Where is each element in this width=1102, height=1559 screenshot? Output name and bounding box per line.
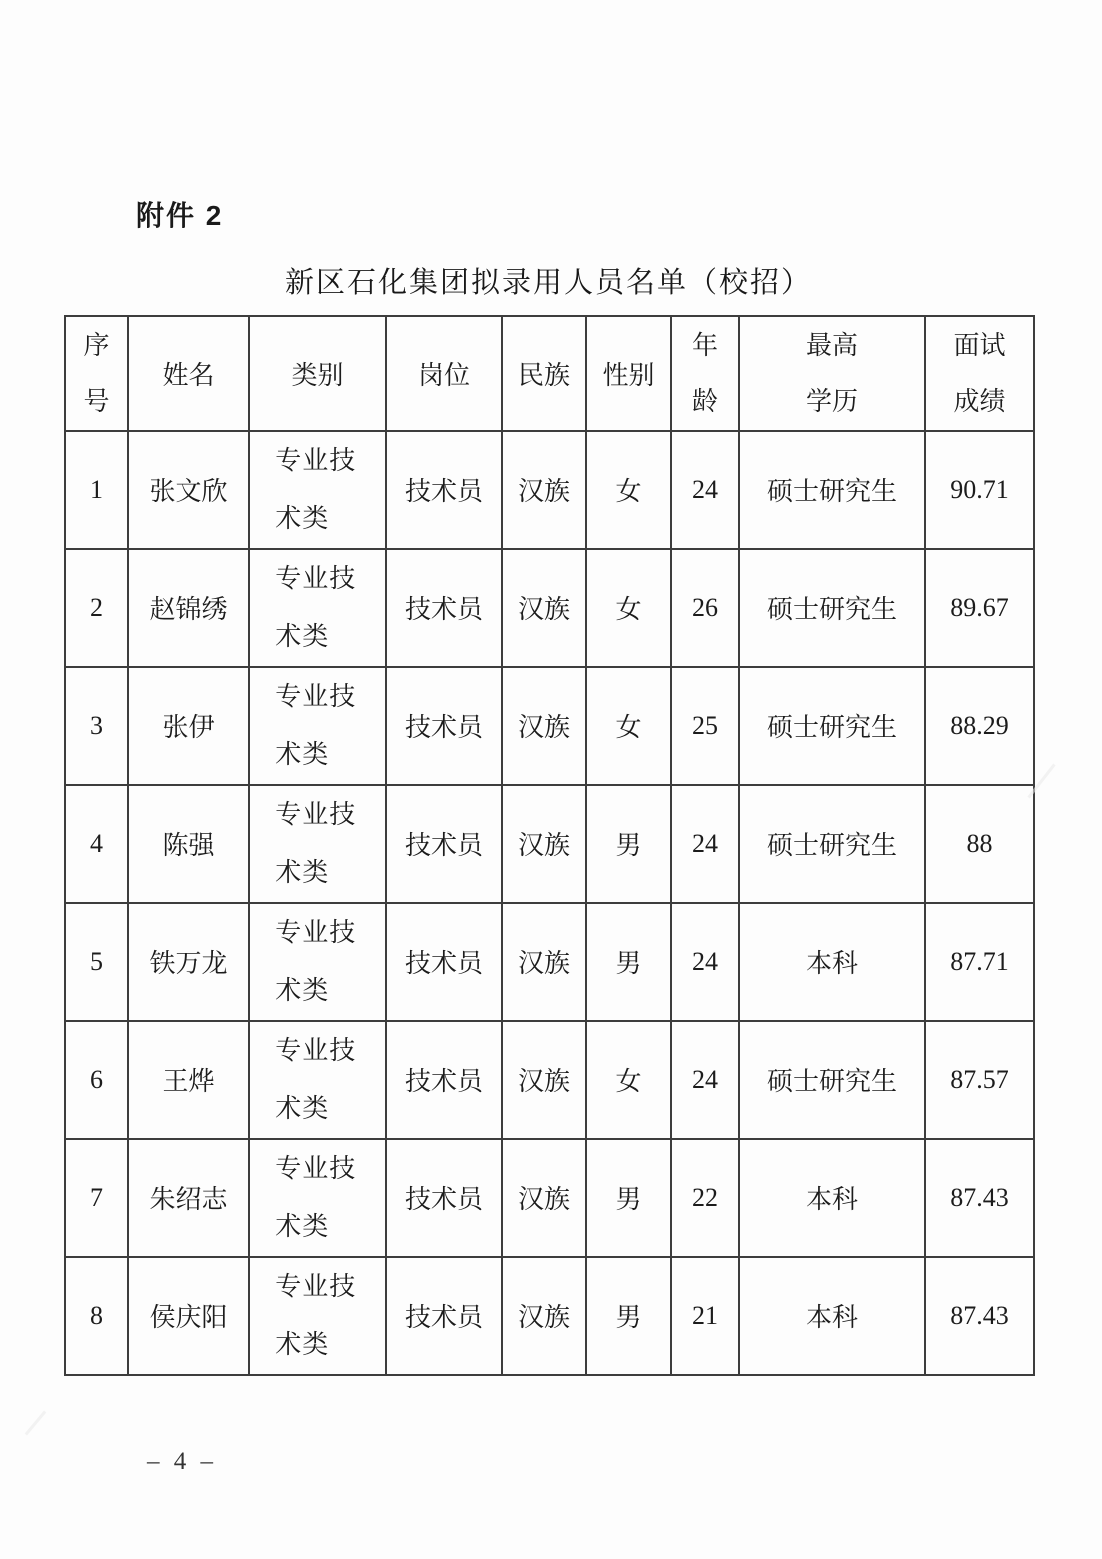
cell-position: 技术员 (386, 1021, 502, 1139)
cell-ethnicity: 汉族 (502, 785, 586, 903)
cell-category-label: 专业技术类 (275, 563, 357, 651)
cell-age: 26 (671, 549, 739, 667)
cell-age: 24 (671, 1021, 739, 1139)
table-row (65, 1021, 1034, 1139)
cell-position: 技术员 (386, 903, 502, 1021)
cell-category-label: 专业技术类 (275, 917, 357, 1005)
table-row (65, 431, 1034, 549)
cell-score: 87.71 (925, 903, 1034, 1021)
cell-gender: 女 (586, 549, 671, 667)
cell-gender: 女 (586, 1021, 671, 1139)
cell-index: 8 (65, 1257, 128, 1375)
cell-category (249, 1021, 386, 1139)
cell-education: 硕士研究生 (739, 431, 925, 549)
cell-score: 88 (925, 785, 1034, 903)
cell-education: 本科 (739, 903, 925, 1021)
cell-education: 硕士研究生 (739, 549, 925, 667)
cell-name: 铁万龙 (128, 903, 249, 1021)
table-row (65, 549, 1034, 667)
cell-position: 技术员 (386, 1139, 502, 1257)
cell-gender: 女 (586, 431, 671, 549)
cell-ethnicity: 汉族 (502, 549, 586, 667)
cell-age: 24 (671, 431, 739, 549)
table-row (65, 1139, 1034, 1257)
table-row (65, 667, 1034, 785)
cell-index: 7 (65, 1139, 128, 1257)
cell-ethnicity: 汉族 (502, 667, 586, 785)
cell-gender: 男 (586, 903, 671, 1021)
cell-position: 技术员 (386, 667, 502, 785)
cell-score: 90.71 (925, 431, 1034, 549)
cell-category-label: 专业技术类 (275, 1271, 357, 1359)
cell-name: 张文欣 (128, 431, 249, 549)
cell-category (249, 1257, 386, 1375)
cell-ethnicity: 汉族 (502, 1021, 586, 1139)
cell-name: 王烨 (128, 1021, 249, 1139)
cell-position: 技术员 (386, 549, 502, 667)
cell-index: 3 (65, 667, 128, 785)
cell-education: 硕士研究生 (739, 785, 925, 903)
header-name: 姓名 (128, 316, 249, 431)
cell-category (249, 1139, 386, 1257)
cell-education: 本科 (739, 1257, 925, 1375)
cell-ethnicity: 汉族 (502, 431, 586, 549)
header-education (739, 316, 925, 431)
header-age-label: 年龄 (691, 331, 718, 416)
cell-ethnicity: 汉族 (502, 903, 586, 1021)
cell-category (249, 431, 386, 549)
cell-category-label: 专业技术类 (275, 799, 357, 887)
cell-name: 朱绍志 (128, 1139, 249, 1257)
cell-gender: 女 (586, 667, 671, 785)
cell-category (249, 549, 386, 667)
cell-category (249, 667, 386, 785)
cell-age: 22 (671, 1139, 739, 1257)
header-score-label: 面试成绩 (953, 331, 1006, 416)
cell-category-label: 专业技术类 (275, 1153, 357, 1241)
cell-name: 赵锦绣 (128, 549, 249, 667)
cell-education: 硕士研究生 (739, 667, 925, 785)
cell-index: 5 (65, 903, 128, 1021)
cell-category-label: 专业技术类 (275, 1035, 357, 1123)
cell-score: 87.43 (925, 1139, 1034, 1257)
cell-name: 陈强 (128, 785, 249, 903)
cell-position: 技术员 (386, 1257, 502, 1375)
header-position: 岗位 (386, 316, 502, 431)
header-ethnicity: 民族 (502, 316, 586, 431)
page-number: – 4 – (147, 1448, 217, 1475)
header-score (925, 316, 1034, 431)
cell-category-label: 专业技术类 (275, 446, 357, 533)
cell-gender: 男 (586, 1139, 671, 1257)
cell-name: 张伊 (128, 667, 249, 785)
cell-education: 本科 (739, 1139, 925, 1257)
cell-age: 21 (671, 1257, 739, 1375)
cell-gender: 男 (586, 785, 671, 903)
cell-ethnicity: 汉族 (502, 1257, 586, 1375)
cell-position: 技术员 (386, 431, 502, 549)
header-index-label: 序号 (83, 331, 110, 416)
attachment-label: 附件 2 (136, 200, 224, 231)
cell-score: 87.43 (925, 1257, 1034, 1375)
cell-ethnicity: 汉族 (502, 1139, 586, 1257)
cell-score: 87.57 (925, 1021, 1034, 1139)
cell-gender: 男 (586, 1257, 671, 1375)
cell-index: 6 (65, 1021, 128, 1139)
cell-score: 88.29 (925, 667, 1034, 785)
cell-age: 24 (671, 785, 739, 903)
cell-category (249, 785, 386, 903)
cell-category-label: 专业技术类 (275, 681, 357, 769)
cell-age: 25 (671, 667, 739, 785)
cell-index: 1 (65, 431, 128, 549)
header-age (671, 316, 739, 431)
cell-position: 技术员 (386, 785, 502, 903)
cell-name: 侯庆阳 (128, 1257, 249, 1375)
cell-category (249, 903, 386, 1021)
table-row (65, 785, 1034, 903)
candidate-table (64, 315, 1035, 1376)
header-education-label: 最高学历 (805, 331, 858, 416)
header-category: 类别 (249, 316, 386, 431)
scan-artifact (25, 1411, 47, 1436)
header-index (65, 316, 128, 431)
cell-age: 24 (671, 903, 739, 1021)
document-title: 新区石化集团拟录用人员名单（校招） (284, 267, 812, 299)
header-gender: 性别 (586, 316, 671, 431)
table-row (65, 903, 1034, 1021)
table-header-row (65, 316, 1034, 431)
cell-index: 4 (65, 785, 128, 903)
table-row (65, 1257, 1034, 1375)
cell-score: 89.67 (925, 549, 1034, 667)
cell-index: 2 (65, 549, 128, 667)
cell-education: 硕士研究生 (739, 1021, 925, 1139)
